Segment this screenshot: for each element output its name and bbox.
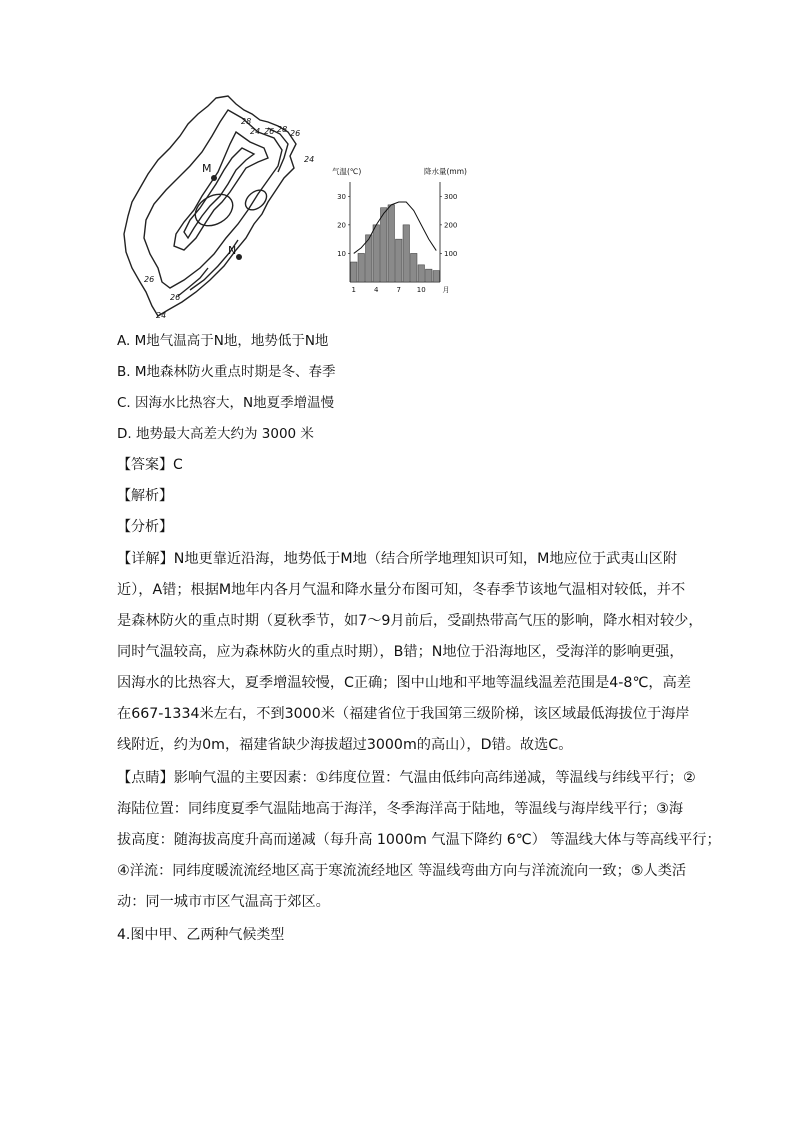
option-c: C. 因海水比热容大，N地夏季增温慢 xyxy=(117,395,335,411)
answer-line: 【答案】C xyxy=(117,457,183,473)
right-tick-label: 100 xyxy=(444,249,458,258)
iso-label: 26 xyxy=(144,275,155,284)
iso-label: 24 xyxy=(156,311,167,320)
right-tick-label: 200 xyxy=(444,221,458,230)
precipitation-bar xyxy=(433,271,440,282)
detail-line: 近），A错；根据M地年内各月气温和降水量分布图可知，冬春季节该地气温相对较低，并不 xyxy=(117,582,686,598)
right-axis-label: 降水量(mm) xyxy=(424,167,467,176)
tips-line: ④洋流：同纬度暖流流经地区高于寒流流经地区 等温线弯曲方向与洋流流向一致；⑤人类活 xyxy=(117,863,687,879)
climate-chart xyxy=(330,162,470,302)
detail-line: 是森林防火的重点时期（夏秋季节，如7～9月前后，受副热带高气压的影响，降水相对较少， xyxy=(117,613,703,629)
precipitation-bar xyxy=(373,225,380,282)
x-tick-label: 10 xyxy=(416,286,426,294)
option-b: B. M地森林防火重点时期是冬、春季 xyxy=(117,364,336,380)
detail-line: 同时气温较高，应为森林防火的重点时期），B错；N地位于沿海地区，受海洋的影响更强， xyxy=(117,644,684,660)
tips-line: 海陆位置：同纬度夏季气温陆地高于海洋，冬季海洋高于陆地，等温线与海岸线平行；③海 xyxy=(117,801,684,817)
precipitation-bar xyxy=(381,208,388,282)
iso-label: 24 xyxy=(250,127,261,136)
precipitation-bar xyxy=(418,265,425,282)
x-tick-label: 月 xyxy=(442,286,450,294)
detail-line: 在667-1334米左右，不到3000米（福建省位于我国第三级阶梯，该区域最低海拔位于海岸 xyxy=(117,706,690,722)
next-question: 4.图中甲、乙两种气候类型 xyxy=(117,927,285,943)
tips-line: 动：同一城市市区气温高于郊区。 xyxy=(117,894,330,910)
tips-line: 拔高度：随海拔高度升高而递减（每升高 1000m 气温下降约 6℃） 等温线大体与等高线平行； xyxy=(117,832,721,848)
left-tick-label: 10 xyxy=(337,249,346,258)
isotherm-map xyxy=(118,92,328,324)
precipitation-bar xyxy=(426,269,433,282)
detail-line: 线附近，约为0m，福建省缺少海拔超过3000m的高山），D错。故选C。 xyxy=(117,737,573,753)
isotherm-outer xyxy=(144,110,282,288)
label-m: M xyxy=(202,162,212,175)
option-a: A. M地气温高于N地，地势低于N地 xyxy=(117,333,329,349)
tips-line: 【点睛】影响气温的主要因素：①纬度位置：气温由低纬向高纬递减，等温线与纬线平行；② xyxy=(117,770,696,786)
left-axis-label: 气温(℃) xyxy=(332,167,362,176)
isotherm-coast-3 xyxy=(178,268,208,296)
precipitation-bar xyxy=(358,253,365,282)
detail-paragraph xyxy=(117,544,703,761)
precipitation-bar xyxy=(411,253,418,282)
label-n: N xyxy=(228,244,237,257)
fenxi-title: 【分析】 xyxy=(117,519,173,535)
analysis-title: 【解析】 xyxy=(117,488,173,504)
detail-line: 因海水的比热容大，夏季增温较慢，C正确；图中山地和平地等温线温差范围是4-8℃，高差 xyxy=(117,675,691,691)
precipitation-bar xyxy=(396,239,403,282)
precipitation-bar xyxy=(351,262,358,282)
precipitation-bar xyxy=(388,205,395,282)
right-tick-label: 300 xyxy=(444,192,458,201)
precipitation-bar xyxy=(403,225,410,282)
x-tick-label: 4 xyxy=(374,286,379,294)
left-tick-label: 30 xyxy=(337,192,346,201)
x-tick-label: 7 xyxy=(396,286,401,294)
option-d: D. 地势最大高差大约为 3000 米 xyxy=(117,426,314,442)
iso-label: 24 xyxy=(304,155,315,164)
iso-label: 26 xyxy=(264,127,275,136)
iso-label: 28 xyxy=(241,117,252,126)
iso-label: 28 xyxy=(277,125,288,134)
iso-label: 26 xyxy=(170,293,181,302)
iso-label: 26 xyxy=(290,129,301,138)
left-tick-label: 20 xyxy=(337,221,346,230)
detail-line: 【详解】N地更靠近沿海，地势低于M地（结合所学地理知识可知，M地应位于武夷山区附 xyxy=(117,551,678,567)
isotherm-hill-2 xyxy=(242,186,271,214)
tips-paragraph xyxy=(117,763,721,918)
point-n xyxy=(236,254,242,260)
x-tick-label: 1 xyxy=(351,286,356,294)
point-m xyxy=(211,175,217,181)
